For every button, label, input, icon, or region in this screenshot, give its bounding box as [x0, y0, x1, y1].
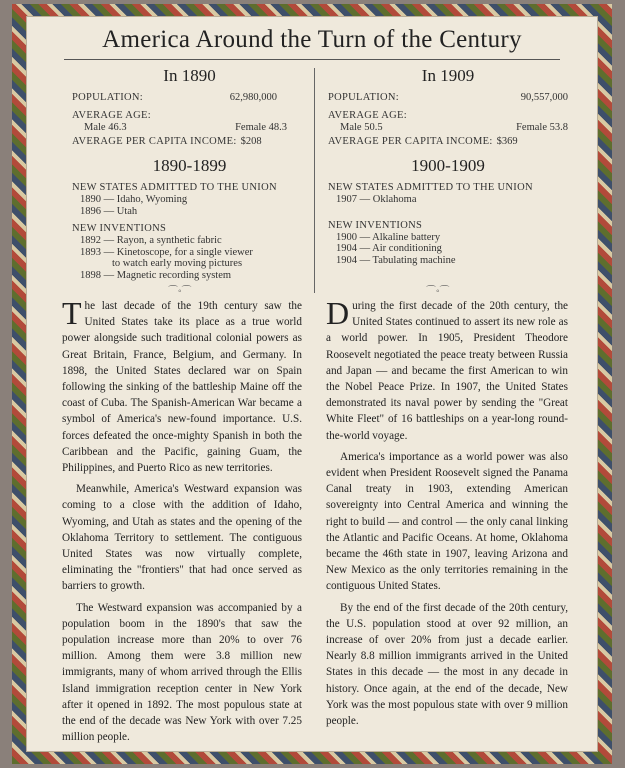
population-label: POPULATION: — [72, 92, 143, 103]
column-divider — [314, 68, 315, 293]
average-age-label: AVERAGE AGE: — [328, 110, 407, 121]
male-age: Male 50.5 — [340, 122, 383, 133]
female-age: Female 48.3 — [235, 122, 287, 133]
period-heading-1900s: 1900-1909 — [411, 156, 485, 175]
income-row-1909 — [328, 136, 568, 148]
drop-cap: T — [62, 295, 82, 331]
invention-item-continued: to watch early moving pictures — [112, 258, 243, 269]
age-row-1890 — [72, 122, 307, 134]
paragraph: By the end of the first decade of the 20th century, the U.S. population stood at over 92 million, an increase of over 20% from just a decade earlier. Nearly 8.8 million immigrants arrived in the United States in this decade — the most in any decade in history. Once again, at the end of the decade, New York was the most populous state with over 9 million people. — [326, 601, 568, 728]
invention-item: 1904 — Tabulating machine — [336, 254, 456, 266]
period-heading-1890s: 1890-1899 — [152, 156, 227, 175]
population-label: POPULATION: — [328, 92, 399, 103]
ornament-left: ⌒◦⌒ — [168, 286, 192, 297]
population-value: 62,980,000 — [229, 92, 277, 103]
paragraph: The Westward expansion was accompanied by a population boom in the 1890's that saw the population increase more than 20% to over 76 million. Among them were 3.8 million new immigrants, many of whom arrived through the Ellis Island immigration reception center in New York after it opened in 1892. The most populous state at the end of the decade was New York with over 7.25 million people. — [62, 601, 302, 744]
year-heading-1890: In 1890 — [163, 66, 216, 85]
income-value: $369 — [496, 136, 518, 147]
state-item: 1896 — Utah — [80, 205, 138, 217]
paragraph — [326, 295, 568, 444]
invention-item: 1900 — Alkaline battery — [336, 231, 441, 243]
prose-1890s — [62, 295, 302, 750]
female-age: Female 53.8 — [516, 122, 568, 133]
year-heading-1909: In 1909 — [421, 66, 475, 85]
stats-1890 — [72, 64, 307, 281]
state-item: 1907 — Oklahoma — [336, 194, 417, 205]
paragraph: America's importance as a world power was also evident when President Roosevelt signed the Panama Canal treaty in 1903, extending American sovereignty into Central America and winning the right to build — and control — the only canal linking the Atlantic and Pacific Oceans. At home, Oklahoma became the 46th state in 1907, leaving Arizona and New Mexico as the only territories remaining in the contiguous United States. — [326, 450, 568, 593]
income-row-1890 — [72, 136, 307, 148]
drop-cap: D — [326, 295, 350, 331]
document-page — [26, 16, 598, 752]
average-age-label: AVERAGE AGE: — [72, 110, 151, 121]
income-value: $208 — [240, 136, 262, 147]
age-row-1909 — [328, 122, 568, 134]
population-row-1909 — [328, 92, 568, 104]
ornament-right: ⌒◦⌒ — [426, 286, 450, 297]
paragraph — [62, 295, 302, 476]
male-age: Male 46.3 — [84, 122, 127, 133]
paragraph-text: uring the first decade of the 20th century, the United States continued to assert its new role as a world power. In 1905, President Theodore Roosevelt negotiated the peace treaty between Russia and Japan — and became the first American to win the Nobel Peace Prize. In 1907, the United States demonstrated its naval power by sending the "Great White Fleet" of 16 battleships on a year-long round-the-world voyage. — [326, 300, 568, 442]
invention-item: 1904 — Air conditioning — [336, 243, 442, 254]
stats-1909 — [328, 64, 568, 266]
inventions-heading: NEW INVENTIONS — [328, 219, 423, 231]
income-label: AVERAGE PER CAPITA INCOME: — [72, 136, 237, 147]
states-heading: NEW STATES ADMITTED TO THE UNION — [328, 182, 533, 193]
paragraph: Meanwhile, America's Westward expansion was coming to a close with the addition of Idaho, Wyoming, and Utah as states and the opening of the Oklahoma Territory to settlement. The contiguous United States was now virtually complete, eliminating the "frontiers" that had once served as barriers to growth. — [62, 483, 302, 593]
invention-item: 1892 — Rayon, a synthetic fabric — [80, 235, 222, 246]
population-row-1890 — [72, 92, 307, 104]
title-rule — [64, 59, 560, 60]
paragraph-text: he last decade of the 19th century saw the United States take its place as a true world power alongside such traditional colonial powers as Great Britain, France, Belgium, and Germany. In 1898, the United States declared war on Spain following the sinking of the battleship Maine off the coast of Cuba. The Spanish-American War became a symbol of America's new-found importance. U.S. forces defeated the once-mighty Spanish in both the Caribbean and the Pacific, gaining Guam, the Philippines, and Puerto Rico as new territories. — [62, 300, 302, 475]
state-item: 1890 — Idaho, Wyoming — [80, 194, 188, 205]
invention-item: 1893 — Kinetoscope, for a single viewer — [80, 246, 253, 258]
population-value: 90,557,000 — [520, 92, 568, 103]
page-title: America Around the Turn of the Century — [102, 26, 522, 53]
inventions-heading: NEW INVENTIONS — [72, 223, 167, 234]
invention-item: 1898 — Magnetic recording system — [80, 269, 232, 281]
states-heading: NEW STATES ADMITTED TO THE UNION — [72, 182, 277, 193]
income-label: AVERAGE PER CAPITA INCOME: — [328, 136, 493, 147]
prose-1900s — [326, 295, 568, 734]
